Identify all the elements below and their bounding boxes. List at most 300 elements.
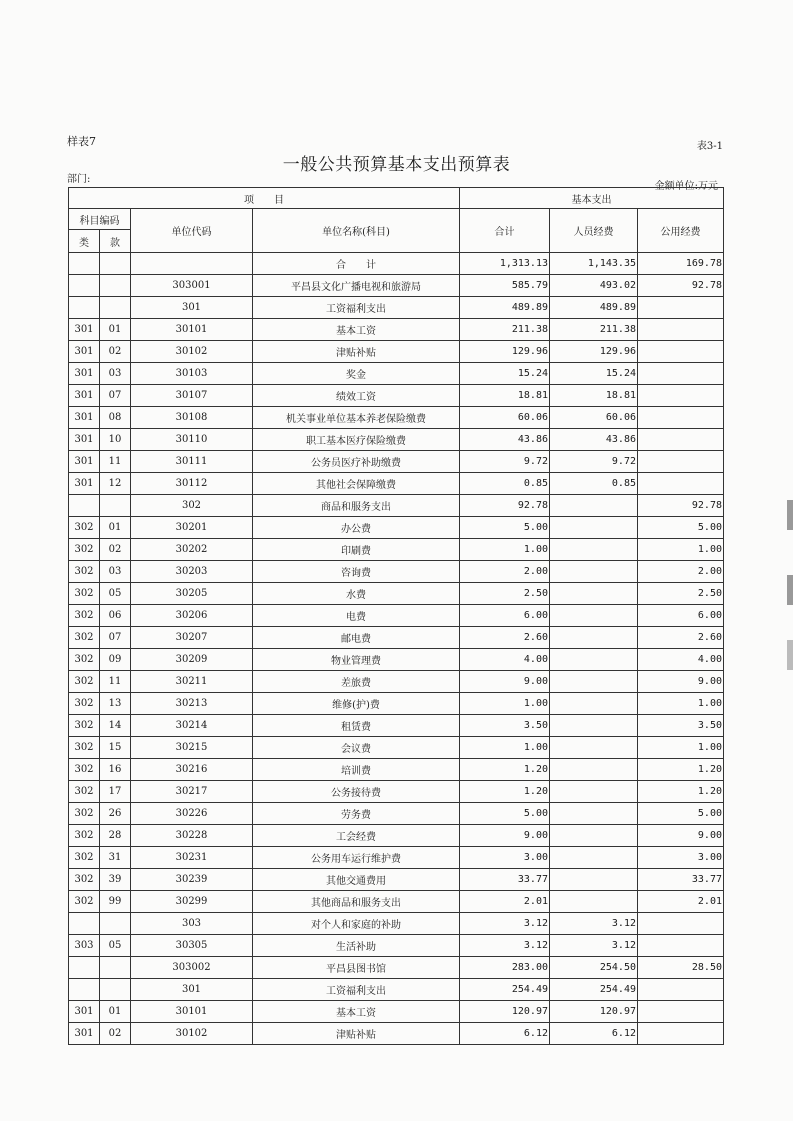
sample-label: 样表7 — [67, 135, 96, 148]
cell-unit-name: 其他社会保障缴费 — [253, 473, 460, 495]
cell-category: 301 — [69, 1023, 100, 1045]
scan-edge-mark — [787, 575, 793, 605]
cell-unit-code: 30110 — [131, 429, 253, 451]
cell-personnel — [550, 671, 638, 693]
header-section: 款 — [100, 230, 131, 253]
cell-total: 6.12 — [460, 1023, 550, 1045]
header-personnel: 人员经费 — [550, 209, 638, 253]
cell-public: 2.60 — [638, 627, 724, 649]
header-basic-expenditure: 基本支出 — [460, 188, 724, 209]
cell-unit-code: 30226 — [131, 803, 253, 825]
cell-category — [69, 297, 100, 319]
cell-category — [69, 913, 100, 935]
table-row — [69, 869, 724, 891]
cell-total: 9.00 — [460, 671, 550, 693]
cell-unit-code: 30111 — [131, 451, 253, 473]
cell-category: 302 — [69, 561, 100, 583]
cell-unit-name: 物业管理费 — [253, 649, 460, 671]
cell-total: 15.24 — [460, 363, 550, 385]
cell-personnel: 15.24 — [550, 363, 638, 385]
cell-unit-code: 303 — [131, 913, 253, 935]
scan-edge-mark — [787, 500, 793, 530]
cell-unit-code: 30205 — [131, 583, 253, 605]
cell-unit-name: 电费 — [253, 605, 460, 627]
cell-personnel — [550, 759, 638, 781]
cell-unit-code: 302 — [131, 495, 253, 517]
cell-unit-code: 30217 — [131, 781, 253, 803]
cell-unit-code: 30209 — [131, 649, 253, 671]
cell-section: 05 — [100, 935, 131, 957]
header-item: 项 目 — [69, 188, 460, 209]
table-row — [69, 561, 724, 583]
cell-section: 05 — [100, 583, 131, 605]
cell-public: 6.00 — [638, 605, 724, 627]
cell-total: 43.86 — [460, 429, 550, 451]
table-row — [69, 759, 724, 781]
cell-section: 02 — [100, 539, 131, 561]
cell-personnel — [550, 605, 638, 627]
cell-unit-name: 平昌县图书馆 — [253, 957, 460, 979]
cell-personnel: 254.50 — [550, 957, 638, 979]
cell-section: 08 — [100, 407, 131, 429]
cell-unit-code: 30202 — [131, 539, 253, 561]
table-row — [69, 605, 724, 627]
cell-personnel — [550, 649, 638, 671]
cell-category: 301 — [69, 385, 100, 407]
cell-public: 1.00 — [638, 539, 724, 561]
table-row — [69, 649, 724, 671]
cell-section: 14 — [100, 715, 131, 737]
cell-public — [638, 935, 724, 957]
cell-public — [638, 407, 724, 429]
cell-unit-code — [131, 253, 253, 275]
cell-unit-name: 津贴补贴 — [253, 1023, 460, 1045]
cell-unit-code: 30215 — [131, 737, 253, 759]
cell-total: 9.72 — [460, 451, 550, 473]
cell-total: 120.97 — [460, 1001, 550, 1023]
cell-personnel: 43.86 — [550, 429, 638, 451]
cell-category: 301 — [69, 451, 100, 473]
cell-section — [100, 275, 131, 297]
cell-category: 302 — [69, 671, 100, 693]
cell-category: 301 — [69, 473, 100, 495]
cell-unit-name: 工资福利支出 — [253, 979, 460, 1001]
cell-total: 6.00 — [460, 605, 550, 627]
cell-section: 11 — [100, 451, 131, 473]
table-row — [69, 935, 724, 957]
cell-unit-name: 水费 — [253, 583, 460, 605]
header-public: 公用经费 — [638, 209, 724, 253]
cell-unit-name: 维修(护)费 — [253, 693, 460, 715]
cell-section: 17 — [100, 781, 131, 803]
cell-category: 302 — [69, 847, 100, 869]
cell-public: 1.00 — [638, 693, 724, 715]
cell-unit-code: 30239 — [131, 869, 253, 891]
cell-unit-code: 30214 — [131, 715, 253, 737]
cell-unit-code: 30213 — [131, 693, 253, 715]
cell-public: 92.78 — [638, 495, 724, 517]
cell-unit-name: 会议费 — [253, 737, 460, 759]
cell-total: 92.78 — [460, 495, 550, 517]
cell-personnel — [550, 517, 638, 539]
table-row — [69, 495, 724, 517]
cell-unit-code: 30228 — [131, 825, 253, 847]
cell-unit-code: 30231 — [131, 847, 253, 869]
cell-personnel: 254.49 — [550, 979, 638, 1001]
cell-personnel — [550, 891, 638, 913]
cell-public — [638, 385, 724, 407]
cell-public — [638, 979, 724, 1001]
cell-section: 11 — [100, 671, 131, 693]
cell-public: 9.00 — [638, 825, 724, 847]
cell-total: 1.00 — [460, 693, 550, 715]
table-row — [69, 781, 724, 803]
cell-total: 5.00 — [460, 803, 550, 825]
cell-personnel — [550, 803, 638, 825]
cell-unit-code: 30101 — [131, 1001, 253, 1023]
cell-unit-code: 30201 — [131, 517, 253, 539]
cell-total: 33.77 — [460, 869, 550, 891]
cell-total: 1.00 — [460, 737, 550, 759]
cell-total: 1.20 — [460, 781, 550, 803]
cell-public — [638, 1023, 724, 1045]
cell-personnel — [550, 715, 638, 737]
table-row — [69, 825, 724, 847]
cell-unit-name: 商品和服务支出 — [253, 495, 460, 517]
cell-public: 1.00 — [638, 737, 724, 759]
table-row — [69, 297, 724, 319]
cell-section — [100, 495, 131, 517]
scan-edge-mark — [787, 640, 793, 670]
cell-section — [100, 957, 131, 979]
cell-public: 2.00 — [638, 561, 724, 583]
cell-section: 31 — [100, 847, 131, 869]
cell-section: 03 — [100, 363, 131, 385]
cell-unit-name: 印刷费 — [253, 539, 460, 561]
cell-personnel — [550, 781, 638, 803]
cell-public: 4.00 — [638, 649, 724, 671]
table-row — [69, 451, 724, 473]
cell-section: 39 — [100, 869, 131, 891]
cell-public — [638, 1001, 724, 1023]
cell-total: 0.85 — [460, 473, 550, 495]
cell-section: 12 — [100, 473, 131, 495]
cell-personnel: 3.12 — [550, 935, 638, 957]
table-row — [69, 429, 724, 451]
cell-personnel: 6.12 — [550, 1023, 638, 1045]
table-row — [69, 363, 724, 385]
cell-total: 3.00 — [460, 847, 550, 869]
table-row — [69, 803, 724, 825]
cell-unit-code: 30108 — [131, 407, 253, 429]
table-row — [69, 407, 724, 429]
table-row — [69, 671, 724, 693]
table-row — [69, 979, 724, 1001]
cell-total: 283.00 — [460, 957, 550, 979]
cell-unit-name: 基本工资 — [253, 1001, 460, 1023]
cell-total: 129.96 — [460, 341, 550, 363]
cell-category: 302 — [69, 583, 100, 605]
cell-personnel: 9.72 — [550, 451, 638, 473]
table-row — [69, 1023, 724, 1045]
cell-category: 302 — [69, 693, 100, 715]
cell-public: 1.20 — [638, 759, 724, 781]
cell-unit-name: 生活补助 — [253, 935, 460, 957]
budget-table — [68, 187, 724, 1045]
cell-public: 2.01 — [638, 891, 724, 913]
cell-total: 1.20 — [460, 759, 550, 781]
cell-personnel — [550, 583, 638, 605]
table-row — [69, 341, 724, 363]
cell-total: 18.81 — [460, 385, 550, 407]
cell-personnel — [550, 847, 638, 869]
cell-personnel — [550, 869, 638, 891]
page-title: 一般公共预算基本支出预算表 — [282, 155, 511, 175]
cell-personnel: 489.89 — [550, 297, 638, 319]
cell-total: 5.00 — [460, 517, 550, 539]
unit-label: 金额单位:万元 — [654, 181, 718, 192]
table-row — [69, 913, 724, 935]
cell-public — [638, 341, 724, 363]
cell-category: 302 — [69, 605, 100, 627]
cell-category: 301 — [69, 341, 100, 363]
cell-public: 2.50 — [638, 583, 724, 605]
table-row — [69, 253, 724, 275]
cell-public — [638, 319, 724, 341]
cell-unit-code: 30101 — [131, 319, 253, 341]
cell-unit-code: 303002 — [131, 957, 253, 979]
cell-total: 1.00 — [460, 539, 550, 561]
cell-section: 02 — [100, 1023, 131, 1045]
cell-total: 1,313.13 — [460, 253, 550, 275]
cell-unit-code: 30103 — [131, 363, 253, 385]
cell-personnel — [550, 539, 638, 561]
cell-unit-name: 咨询费 — [253, 561, 460, 583]
cell-unit-name: 绩效工资 — [253, 385, 460, 407]
cell-personnel — [550, 825, 638, 847]
cell-category: 301 — [69, 407, 100, 429]
cell-total: 9.00 — [460, 825, 550, 847]
cell-unit-name: 公务员医疗补助缴费 — [253, 451, 460, 473]
cell-section: 10 — [100, 429, 131, 451]
cell-unit-code: 30299 — [131, 891, 253, 913]
cell-public: 1.20 — [638, 781, 724, 803]
cell-category: 302 — [69, 715, 100, 737]
cell-total: 4.00 — [460, 649, 550, 671]
cell-total: 211.38 — [460, 319, 550, 341]
cell-public: 5.00 — [638, 517, 724, 539]
cell-personnel: 1,143.35 — [550, 253, 638, 275]
cell-category: 302 — [69, 649, 100, 671]
cell-unit-code: 30207 — [131, 627, 253, 649]
table-row — [69, 539, 724, 561]
cell-public: 92.78 — [638, 275, 724, 297]
cell-section — [100, 979, 131, 1001]
cell-personnel — [550, 737, 638, 759]
cell-section: 26 — [100, 803, 131, 825]
cell-total: 489.89 — [460, 297, 550, 319]
cell-category: 302 — [69, 737, 100, 759]
table-row — [69, 847, 724, 869]
cell-public: 28.50 — [638, 957, 724, 979]
cell-public — [638, 913, 724, 935]
cell-personnel: 129.96 — [550, 341, 638, 363]
cell-section: 07 — [100, 385, 131, 407]
cell-public: 9.00 — [638, 671, 724, 693]
cell-section: 28 — [100, 825, 131, 847]
cell-unit-name: 基本工资 — [253, 319, 460, 341]
cell-category: 302 — [69, 869, 100, 891]
table-row — [69, 473, 724, 495]
header-unit-code: 单位代码 — [131, 209, 253, 253]
cell-unit-code: 303001 — [131, 275, 253, 297]
cell-category — [69, 957, 100, 979]
cell-unit-code: 301 — [131, 297, 253, 319]
header-unit-name: 单位名称(科目) — [253, 209, 460, 253]
cell-unit-name: 劳务费 — [253, 803, 460, 825]
cell-unit-name: 公务用车运行维护费 — [253, 847, 460, 869]
cell-section: 02 — [100, 341, 131, 363]
cell-section — [100, 297, 131, 319]
cell-total: 2.60 — [460, 627, 550, 649]
cell-total: 585.79 — [460, 275, 550, 297]
cell-section: 07 — [100, 627, 131, 649]
header-category: 类 — [69, 230, 100, 253]
cell-category — [69, 495, 100, 517]
cell-section: 09 — [100, 649, 131, 671]
table-row — [69, 957, 724, 979]
cell-category — [69, 979, 100, 1001]
cell-unit-name: 其他交通费用 — [253, 869, 460, 891]
cell-unit-name: 工会经费 — [253, 825, 460, 847]
cell-personnel: 18.81 — [550, 385, 638, 407]
cell-unit-name: 职工基本医疗保险缴费 — [253, 429, 460, 451]
cell-personnel: 0.85 — [550, 473, 638, 495]
cell-unit-name: 办公费 — [253, 517, 460, 539]
table-row — [69, 693, 724, 715]
table-row — [69, 517, 724, 539]
cell-public — [638, 297, 724, 319]
cell-personnel — [550, 693, 638, 715]
cell-unit-name: 租赁费 — [253, 715, 460, 737]
cell-section: 01 — [100, 1001, 131, 1023]
cell-total: 3.12 — [460, 935, 550, 957]
cell-unit-name: 机关事业单位基本养老保险缴费 — [253, 407, 460, 429]
cell-unit-name: 邮电费 — [253, 627, 460, 649]
cell-category: 301 — [69, 319, 100, 341]
cell-unit-code: 30107 — [131, 385, 253, 407]
cell-unit-name: 平昌县文化广播电视和旅游局 — [253, 275, 460, 297]
cell-public: 33.77 — [638, 869, 724, 891]
cell-personnel — [550, 495, 638, 517]
cell-unit-code: 30203 — [131, 561, 253, 583]
cell-category: 302 — [69, 759, 100, 781]
table-row — [69, 319, 724, 341]
cell-section: 13 — [100, 693, 131, 715]
cell-unit-name: 其他商品和服务支出 — [253, 891, 460, 913]
cell-section: 99 — [100, 891, 131, 913]
cell-personnel: 211.38 — [550, 319, 638, 341]
cell-public — [638, 363, 724, 385]
cell-unit-code: 30102 — [131, 1023, 253, 1045]
table-row — [69, 715, 724, 737]
cell-category: 302 — [69, 891, 100, 913]
cell-total: 2.00 — [460, 561, 550, 583]
cell-section: 01 — [100, 319, 131, 341]
cell-section: 15 — [100, 737, 131, 759]
cell-unit-code: 30112 — [131, 473, 253, 495]
header-total: 合计 — [460, 209, 550, 253]
cell-public: 3.50 — [638, 715, 724, 737]
cell-section — [100, 253, 131, 275]
cell-total: 2.01 — [460, 891, 550, 913]
cell-total: 254.49 — [460, 979, 550, 1001]
cell-unit-code: 30102 — [131, 341, 253, 363]
cell-unit-name: 工资福利支出 — [253, 297, 460, 319]
cell-category: 302 — [69, 825, 100, 847]
cell-category — [69, 275, 100, 297]
table-row — [69, 385, 724, 407]
cell-personnel — [550, 627, 638, 649]
table-row — [69, 275, 724, 297]
table-row — [69, 583, 724, 605]
cell-section: 16 — [100, 759, 131, 781]
cell-total: 3.50 — [460, 715, 550, 737]
cell-personnel: 120.97 — [550, 1001, 638, 1023]
cell-total: 3.12 — [460, 913, 550, 935]
cell-public — [638, 429, 724, 451]
cell-total: 60.06 — [460, 407, 550, 429]
cell-category: 301 — [69, 1001, 100, 1023]
cell-unit-name: 合 计 — [253, 253, 460, 275]
table-number: 表3-1 — [696, 141, 723, 152]
cell-unit-name: 奖金 — [253, 363, 460, 385]
cell-category: 302 — [69, 517, 100, 539]
cell-unit-code: 30216 — [131, 759, 253, 781]
cell-category: 302 — [69, 539, 100, 561]
cell-unit-name: 对个人和家庭的补助 — [253, 913, 460, 935]
header-subject-code: 科目编码 — [69, 209, 131, 230]
cell-unit-code: 30206 — [131, 605, 253, 627]
cell-personnel: 60.06 — [550, 407, 638, 429]
cell-unit-code: 301 — [131, 979, 253, 1001]
cell-public — [638, 473, 724, 495]
cell-personnel: 493.02 — [550, 275, 638, 297]
cell-section: 06 — [100, 605, 131, 627]
cell-public: 5.00 — [638, 803, 724, 825]
cell-category: 302 — [69, 627, 100, 649]
table-row — [69, 1001, 724, 1023]
cell-unit-name: 津贴补贴 — [253, 341, 460, 363]
cell-unit-code: 30211 — [131, 671, 253, 693]
cell-category: 303 — [69, 935, 100, 957]
cell-personnel — [550, 561, 638, 583]
cell-category: 302 — [69, 781, 100, 803]
cell-category — [69, 253, 100, 275]
table-row — [69, 737, 724, 759]
cell-section: 03 — [100, 561, 131, 583]
cell-public: 3.00 — [638, 847, 724, 869]
department-label: 部门: — [67, 174, 91, 185]
cell-category: 301 — [69, 363, 100, 385]
table-row — [69, 891, 724, 913]
cell-personnel: 3.12 — [550, 913, 638, 935]
cell-section: 01 — [100, 517, 131, 539]
table-row — [69, 627, 724, 649]
cell-public: 169.78 — [638, 253, 724, 275]
cell-unit-name: 培训费 — [253, 759, 460, 781]
cell-unit-name: 差旅费 — [253, 671, 460, 693]
